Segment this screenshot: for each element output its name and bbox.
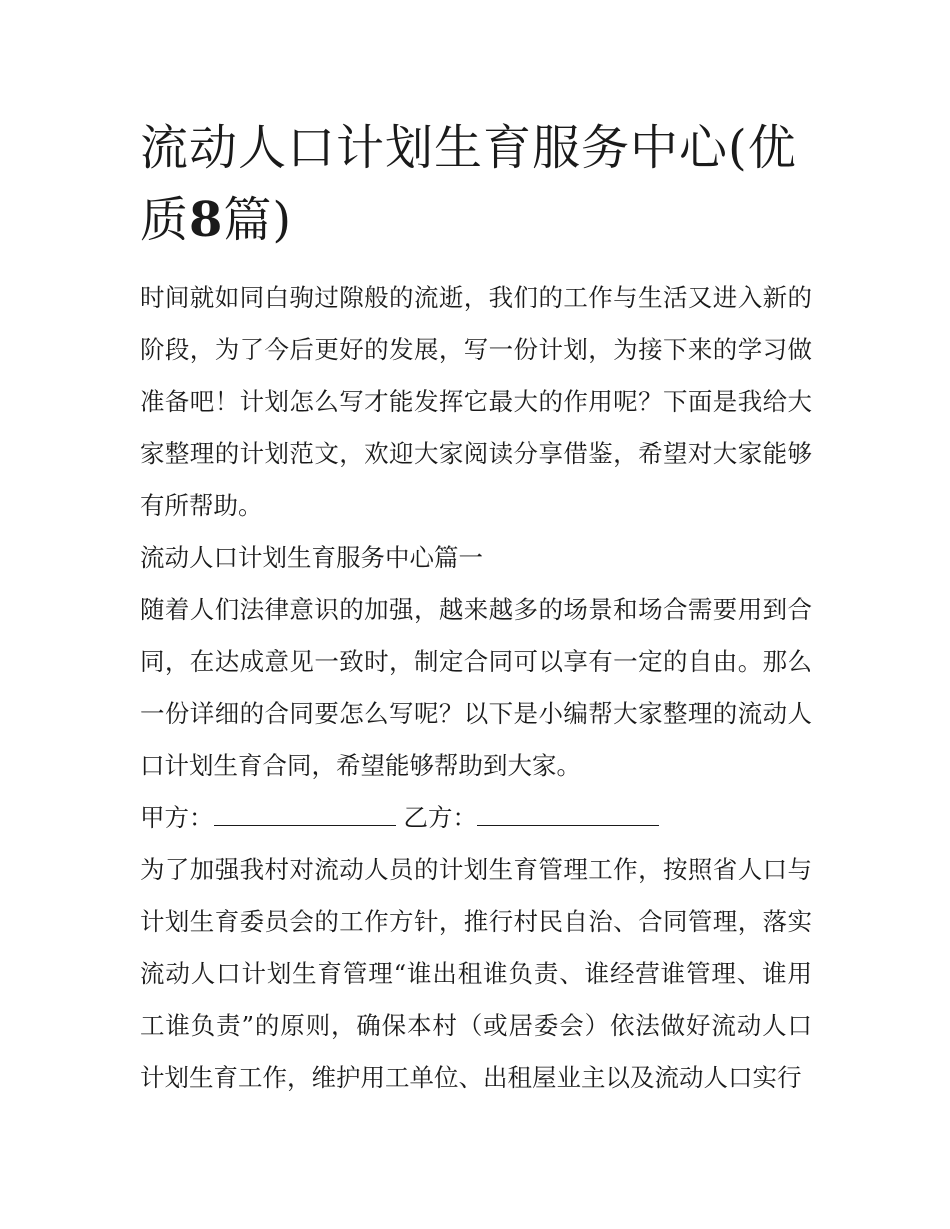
party-b-label: 乙方： bbox=[403, 803, 477, 832]
party-a-blank bbox=[214, 807, 396, 826]
contract-paragraph: 为了加强我村对流动人员的计划生育管理工作，按照省人口与计划生育委员会的工作方针，推行村民自治、合同管理，落实流动人口计划生育管理“谁出租谁负责、谁经营谁管理、谁用工谁负责”的原则，确保本村（或居委会）依法做好流动人口计划生育工作，维护用工单位、出租屋业主以及流动人口实行 bbox=[140, 855, 812, 1092]
party-a-label: 甲方： bbox=[140, 803, 214, 832]
intro-paragraph: 时间就如同白驹过隙般的流逝，我们的工作与生活又进入新的阶段，为了今后更好的发展，写一份计划，为接下来的学习做准备吧！计划怎么写才能发挥它最大的作用呢？下面是我给大家整理的计划范文，欢迎大家阅读分享借鉴，希望对大家能够有所帮助。 bbox=[140, 283, 812, 520]
title-text-part1: 流动人口计划生育服务中心(优质 bbox=[140, 120, 797, 248]
document-title bbox=[140, 112, 812, 256]
document-page bbox=[140, 112, 812, 1104]
section-heading: 流动人口计划生育服务中心篇一 bbox=[140, 543, 483, 572]
title-number: 8 bbox=[189, 192, 224, 248]
contract-parties-line bbox=[140, 792, 812, 844]
title-text-part2: 篇) bbox=[223, 192, 293, 248]
section-paragraph: 随着人们法律意识的加强，越来越多的场景和场合需要用到合同，在达成意见一致时，制定合同可以享有一定的自由。那么一份详细的合同要怎么写呢？以下是小编帮大家整理的流动人口计划生育合同，希望能够帮助到大家。 bbox=[140, 595, 812, 780]
party-b-blank bbox=[477, 807, 659, 826]
